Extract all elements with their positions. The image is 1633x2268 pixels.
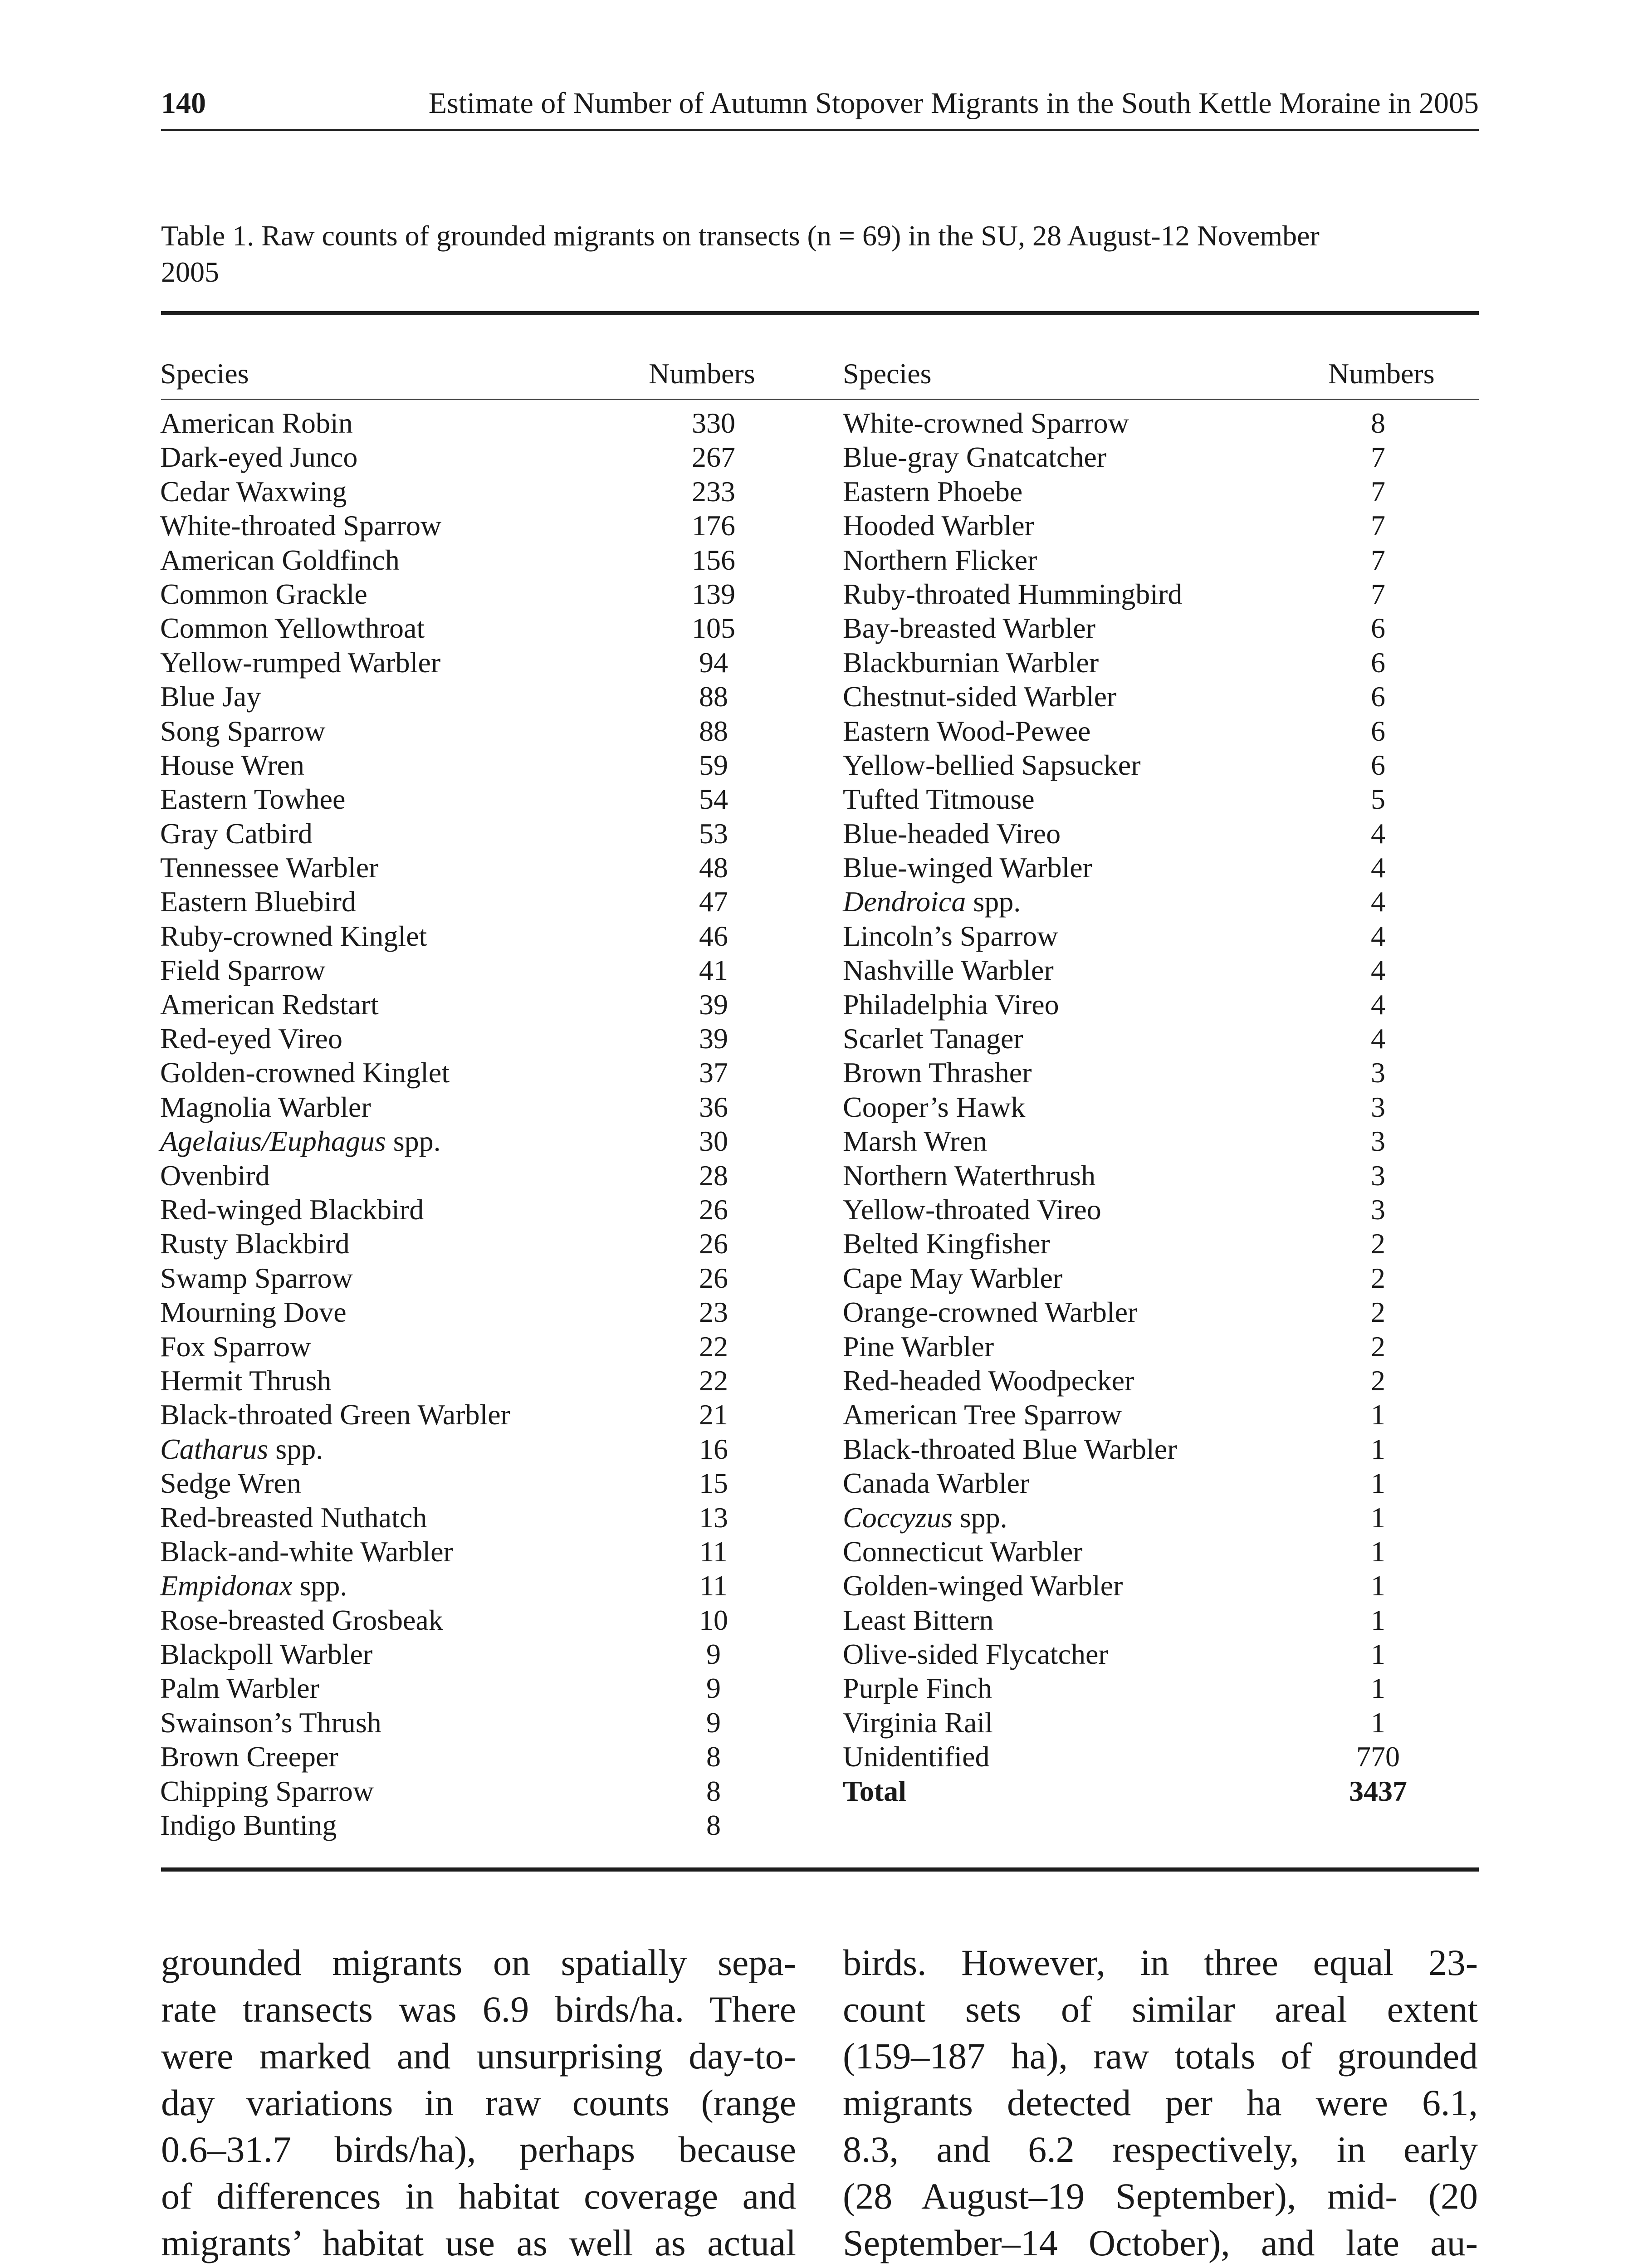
species-name: Blackburnian Warbler: [843, 646, 1099, 679]
table-row: [843, 1158, 1478, 1193]
table-row: [160, 1466, 850, 1500]
species-count: 28: [699, 1159, 728, 1192]
species-count: 23: [699, 1296, 728, 1329]
species-count: 1: [1371, 1638, 1385, 1671]
table-row: [843, 1330, 1478, 1364]
page-number: 140: [161, 87, 206, 120]
table-row: [843, 987, 1478, 1022]
species-count: 22: [699, 1364, 728, 1397]
species-name: House Wren: [160, 748, 304, 781]
table-row: [160, 1261, 850, 1295]
species-name: Unidentified: [843, 1740, 990, 1773]
species-name: Cape May Warbler: [843, 1261, 1063, 1294]
table-row: [160, 1158, 850, 1193]
table-row: [843, 919, 1478, 953]
species-name: American Redstart: [160, 988, 379, 1021]
species-count: 11: [699, 1569, 728, 1602]
table-row: [160, 919, 850, 953]
species-count: 7: [1371, 509, 1385, 542]
species-count: 3: [1371, 1090, 1385, 1123]
species-count: 36: [699, 1090, 728, 1123]
table-row: [843, 1501, 1478, 1535]
species-count: 1: [1371, 1467, 1385, 1500]
species-name: Yellow-rumped Warbler: [160, 646, 441, 679]
species-count: 3: [1371, 1193, 1385, 1226]
species-count: 9: [706, 1672, 721, 1705]
species-count: 2: [1371, 1364, 1385, 1397]
table-row: [160, 1022, 850, 1056]
species-name: Eastern Bluebird: [160, 885, 356, 918]
table-row: [160, 543, 850, 577]
species-count: 9: [706, 1706, 721, 1739]
table-row: [843, 714, 1478, 748]
table-row: [160, 1569, 850, 1603]
species-count: 8: [1371, 407, 1385, 439]
table-row: [160, 508, 850, 543]
species-name: American Robin: [160, 407, 353, 439]
species-count: 1: [1371, 1398, 1385, 1431]
species-name: Field Sparrow: [160, 954, 326, 987]
table-row: [843, 1022, 1478, 1056]
species-name: Red-winged Blackbird: [160, 1193, 424, 1226]
species-name: Chipping Sparrow: [160, 1774, 374, 1807]
table-row: [843, 1432, 1478, 1466]
species-name: Sedge Wren: [160, 1467, 301, 1500]
species-count: 22: [699, 1330, 728, 1363]
table-row: [160, 1501, 850, 1535]
species-name: Coccyzus spp.: [843, 1501, 1007, 1534]
table-row: [843, 1295, 1478, 1329]
species-name: Pine Warbler: [843, 1330, 994, 1363]
species-name: Empidonax spp.: [160, 1569, 347, 1602]
body-text-line: migrants’ habitat use as well as actual: [161, 2222, 796, 2263]
species-name: Catharus spp.: [160, 1432, 323, 1465]
table-row: [843, 1261, 1478, 1295]
species-name: Indigo Bunting: [160, 1809, 337, 1842]
header-numbers-right: Numbers: [1328, 357, 1435, 390]
species-count: 3: [1371, 1159, 1385, 1192]
body-text-line: September–14 October), and late au-: [843, 2222, 1478, 2263]
table-row: [160, 406, 850, 440]
species-name: Black-throated Green Warbler: [160, 1398, 510, 1431]
table-row: [160, 885, 850, 919]
body-text-line: count sets of similar areal extent: [843, 1989, 1478, 2030]
species-count: 39: [699, 988, 728, 1021]
species-name: Orange-crowned Warbler: [843, 1296, 1138, 1329]
table-row: [843, 1056, 1478, 1090]
species-count: 1: [1371, 1672, 1385, 1705]
species-count: 6: [1371, 646, 1385, 679]
species-name: Blue-headed Vireo: [843, 817, 1061, 850]
species-count: 10: [699, 1603, 728, 1636]
species-name: Common Yellowthroat: [160, 612, 425, 645]
species-name: White-crowned Sparrow: [843, 407, 1129, 439]
body-text-line: birds. However, in three equal 23-: [843, 1942, 1478, 1983]
species-count: 330: [692, 407, 735, 439]
table-row: [160, 440, 850, 474]
table-row: [160, 816, 850, 850]
body-text-line: (28 August–19 September), mid- (20: [843, 2175, 1478, 2217]
species-count: 2: [1371, 1296, 1385, 1329]
table-row: [160, 474, 850, 508]
table-row: [843, 782, 1478, 816]
table-row: [160, 850, 850, 885]
species-count: 4: [1371, 988, 1385, 1021]
caption-line-2: 2005: [161, 256, 219, 288]
species-count: 176: [692, 509, 735, 542]
body-text-line: were marked and unsurprising day-to-: [161, 2035, 796, 2077]
running-head: [161, 86, 1479, 131]
table-row: [843, 1124, 1478, 1158]
species-name: Tennessee Warbler: [160, 851, 379, 884]
species-count: 54: [699, 783, 728, 816]
table-row: [843, 1740, 1478, 1774]
species-name: Blue-gray Gnatcatcher: [843, 441, 1107, 474]
species-count: 7: [1371, 577, 1385, 610]
species-name: Olive-sided Flycatcher: [843, 1638, 1108, 1671]
body-text-left-column: [161, 1939, 796, 2268]
species-name: Brown Thrasher: [843, 1056, 1032, 1089]
species-name: Ruby-throated Hummingbird: [843, 577, 1183, 610]
species-count: 156: [692, 543, 735, 576]
running-title: Estimate of Number of Autumn Stopover Migrants in the South Kettle Moraine in 2005: [428, 87, 1479, 120]
table-row: [160, 1706, 850, 1740]
body-text-line: [843, 2266, 1478, 2268]
species-count: 1: [1371, 1569, 1385, 1602]
species-count: 16: [699, 1432, 728, 1465]
table-row: [843, 543, 1478, 577]
species-name: Connecticut Warbler: [843, 1535, 1083, 1568]
total-row: [843, 1774, 1478, 1808]
species-count: 105: [692, 612, 735, 645]
species-count: 7: [1371, 543, 1385, 576]
species-name: Tufted Titmouse: [843, 783, 1035, 816]
species-count: 6: [1371, 748, 1385, 781]
body-text-line: 8.3, and 6.2 respectively, in early: [843, 2129, 1478, 2170]
species-name: Marsh Wren: [843, 1125, 987, 1158]
table-row: [160, 953, 850, 987]
species-count: 4: [1371, 851, 1385, 884]
species-name: Chestnut-sided Warbler: [843, 680, 1117, 713]
species-count: 2: [1371, 1261, 1385, 1294]
table-row: [843, 748, 1478, 782]
species-count: 8: [706, 1809, 721, 1842]
species-count: 59: [699, 748, 728, 781]
species-count: 6: [1371, 714, 1385, 747]
species-count: 6: [1371, 612, 1385, 645]
species-name: Red-breasted Nuthatch: [160, 1501, 427, 1534]
species-name: Northern Waterthrush: [843, 1159, 1096, 1192]
species-count: 1: [1371, 1603, 1385, 1636]
species-count: 9: [706, 1638, 721, 1671]
species-name: Swainson’s Thrush: [160, 1706, 381, 1739]
table-row: [160, 1090, 850, 1124]
species-count: 4: [1371, 954, 1385, 987]
table-row: [843, 1227, 1478, 1261]
species-count: 3: [1371, 1056, 1385, 1089]
species-count: 1: [1371, 1535, 1385, 1568]
table-row: [160, 1535, 850, 1569]
species-name: Palm Warbler: [160, 1672, 319, 1705]
species-name: Golden-winged Warbler: [843, 1569, 1123, 1602]
species-name: American Goldfinch: [160, 543, 400, 576]
table-row: [843, 1603, 1478, 1637]
species-name: Eastern Towhee: [160, 783, 346, 816]
species-name: Yellow-bellied Sapsucker: [843, 748, 1141, 781]
table-row: [160, 577, 850, 611]
table-row: [160, 1808, 850, 1842]
table-row: [843, 850, 1478, 885]
species-count: 47: [699, 885, 728, 918]
table-row: [160, 782, 850, 816]
species-name: Hooded Warbler: [843, 509, 1034, 542]
table-row: [843, 1535, 1478, 1569]
table-row: [843, 508, 1478, 543]
species-name: Magnolia Warbler: [160, 1090, 371, 1123]
body-text-line: [161, 2266, 796, 2268]
table-row: [843, 1671, 1478, 1705]
species-name: Rusty Blackbird: [160, 1227, 350, 1260]
species-name: Cedar Waxwing: [160, 475, 347, 508]
species-name: Common Grackle: [160, 577, 367, 610]
table-row: [843, 679, 1478, 714]
header-numbers-left: Numbers: [649, 357, 755, 390]
species-name: Mourning Dove: [160, 1296, 347, 1329]
table-row: [160, 1193, 850, 1227]
species-count: 233: [692, 475, 735, 508]
species-name: Canada Warbler: [843, 1467, 1030, 1500]
table-row: [160, 1671, 850, 1705]
table-row: [160, 1637, 850, 1671]
species-name: Northern Flicker: [843, 543, 1037, 576]
table-row: [160, 679, 850, 714]
species-count: 5: [1371, 783, 1385, 816]
species-count: 267: [692, 441, 735, 474]
species-count: 26: [699, 1193, 728, 1226]
species-name: Agelaius/Euphagus spp.: [160, 1125, 441, 1158]
species-name: Song Sparrow: [160, 714, 326, 747]
species-name: Scarlet Tanager: [843, 1022, 1023, 1055]
table-row: [160, 1398, 850, 1432]
table-row: [160, 1124, 850, 1158]
caption-line-1: Table 1. Raw counts of grounded migrants on transects (n = 69) in the SU, 28 August-12 November: [161, 220, 1320, 252]
species-count: 7: [1371, 441, 1385, 474]
species-count: 15: [699, 1467, 728, 1500]
species-name: Ruby-crowned Kinglet: [160, 919, 427, 952]
body-text-line: day variations in raw counts (range: [161, 2082, 796, 2123]
species-count: 4: [1371, 1022, 1385, 1055]
table-row: [843, 816, 1478, 850]
species-name: American Tree Sparrow: [843, 1398, 1122, 1431]
species-count: 4: [1371, 919, 1385, 952]
body-text-line: migrants detected per ha were 6.1,: [843, 2082, 1478, 2123]
species-name: Philadelphia Vireo: [843, 988, 1059, 1021]
species-count: 1: [1371, 1432, 1385, 1465]
species-count: 139: [692, 577, 735, 610]
species-count: 1: [1371, 1501, 1385, 1534]
species-name: Purple Finch: [843, 1672, 992, 1705]
species-name: Black-and-white Warbler: [160, 1535, 453, 1568]
table-row: [160, 987, 850, 1022]
table-row: [160, 1603, 850, 1637]
table-caption: [161, 218, 1479, 290]
table-row: [160, 1227, 850, 1261]
table-row: [843, 645, 1478, 679]
table-row: [843, 1569, 1478, 1603]
table-row: [160, 1056, 850, 1090]
species-count: 39: [699, 1022, 728, 1055]
species-name: Hermit Thrush: [160, 1364, 332, 1397]
species-name: Lincoln’s Sparrow: [843, 919, 1058, 952]
species-count: 88: [699, 680, 728, 713]
species-name: Black-throated Blue Warbler: [843, 1432, 1177, 1465]
species-name: Red-eyed Vireo: [160, 1022, 342, 1055]
species-count: 26: [699, 1227, 728, 1260]
species-count: 2: [1371, 1227, 1385, 1260]
species-name: Virginia Rail: [843, 1706, 993, 1739]
species-name: Brown Creeper: [160, 1740, 338, 1773]
table-row: [160, 714, 850, 748]
species-count: 11: [699, 1535, 728, 1568]
species-name: Yellow-throated Vireo: [843, 1193, 1101, 1226]
table-row: [160, 1364, 850, 1398]
table-row: [160, 611, 850, 645]
species-name: Cooper’s Hawk: [843, 1090, 1026, 1123]
species-column-left: [160, 406, 850, 1842]
table-row: [843, 474, 1478, 508]
species-name: Ovenbird: [160, 1159, 270, 1192]
species-count: 8: [706, 1740, 721, 1773]
table-top-rule: [161, 311, 1479, 315]
table-row: [843, 1637, 1478, 1671]
table-row: [843, 611, 1478, 645]
species-count: 4: [1371, 885, 1385, 918]
species-count: 26: [699, 1261, 728, 1294]
species-count: 1: [1371, 1706, 1385, 1739]
table-row: [160, 748, 850, 782]
species-name: Swamp Sparrow: [160, 1261, 353, 1294]
total-label: Total: [843, 1774, 906, 1807]
table-row: [843, 1364, 1478, 1398]
species-count: 3: [1371, 1125, 1385, 1158]
species-name: Red-headed Woodpecker: [843, 1364, 1134, 1397]
species-count: 6: [1371, 680, 1385, 713]
table-row: [843, 1466, 1478, 1500]
species-name: Bay-breasted Warbler: [843, 612, 1095, 645]
table-row: [160, 1740, 850, 1774]
table-row: [160, 1432, 850, 1466]
header-species-right: Species: [843, 357, 932, 390]
species-name: Fox Sparrow: [160, 1330, 311, 1363]
table-row: [843, 953, 1478, 987]
species-count: 4: [1371, 817, 1385, 850]
table-row: [160, 1330, 850, 1364]
body-text-line: of differences in habitat coverage and: [161, 2175, 796, 2217]
species-count: 53: [699, 817, 728, 850]
body-text-line: rate transects was 6.9 birds/ha. There: [161, 1989, 796, 2030]
species-name: Eastern Phoebe: [843, 475, 1023, 508]
species-count: 37: [699, 1056, 728, 1089]
body-text-line: grounded migrants on spatially sepa-: [161, 1942, 796, 1983]
species-count: 2: [1371, 1330, 1385, 1363]
species-count: 8: [706, 1774, 721, 1807]
species-column-right: [843, 406, 1478, 1808]
species-name: Least Bittern: [843, 1603, 994, 1636]
table-row: [160, 645, 850, 679]
species-count: 7: [1371, 475, 1385, 508]
species-name: Blue-winged Warbler: [843, 851, 1092, 884]
body-text-line: (159–187 ha), raw totals of grounded: [843, 2035, 1478, 2077]
species-name: Dark-eyed Junco: [160, 441, 358, 474]
species-count: 94: [699, 646, 728, 679]
species-name: Nashville Warbler: [843, 954, 1054, 987]
species-count: 770: [1356, 1740, 1400, 1773]
table-row: [843, 1398, 1478, 1432]
species-name: Blue Jay: [160, 680, 261, 713]
species-name: Belted Kingfisher: [843, 1227, 1050, 1260]
header-species-left: Species: [160, 357, 249, 390]
body-text-right-column: [843, 1939, 1478, 2268]
species-name: Blackpoll Warbler: [160, 1638, 373, 1671]
table-row: [843, 1090, 1478, 1124]
table-row: [843, 1193, 1478, 1227]
species-count: 88: [699, 714, 728, 747]
species-count: 13: [699, 1501, 728, 1534]
table-row: [843, 406, 1478, 440]
species-name: Eastern Wood-Pewee: [843, 714, 1091, 747]
species-count: 30: [699, 1125, 728, 1158]
table-row: [843, 1706, 1478, 1740]
table-row: [160, 1774, 850, 1808]
table-header-rule: [161, 399, 1479, 400]
total-value: 3437: [1349, 1774, 1407, 1807]
species-count: 46: [699, 919, 728, 952]
species-name: Rose-breasted Grosbeak: [160, 1603, 443, 1636]
table-bottom-rule: [161, 1867, 1479, 1872]
species-count: 48: [699, 851, 728, 884]
body-text-line: 0.6–31.7 birds/ha), perhaps because: [161, 2129, 796, 2170]
species-count: 41: [699, 954, 728, 987]
table-row: [843, 577, 1478, 611]
species-count: 21: [699, 1398, 728, 1431]
species-name: Gray Catbird: [160, 817, 313, 850]
table-row: [843, 885, 1478, 919]
species-name: White-throated Sparrow: [160, 509, 442, 542]
species-name: Dendroica spp.: [843, 885, 1021, 918]
species-name: Golden-crowned Kinglet: [160, 1056, 450, 1089]
table-row: [160, 1295, 850, 1329]
table-row: [843, 440, 1478, 474]
